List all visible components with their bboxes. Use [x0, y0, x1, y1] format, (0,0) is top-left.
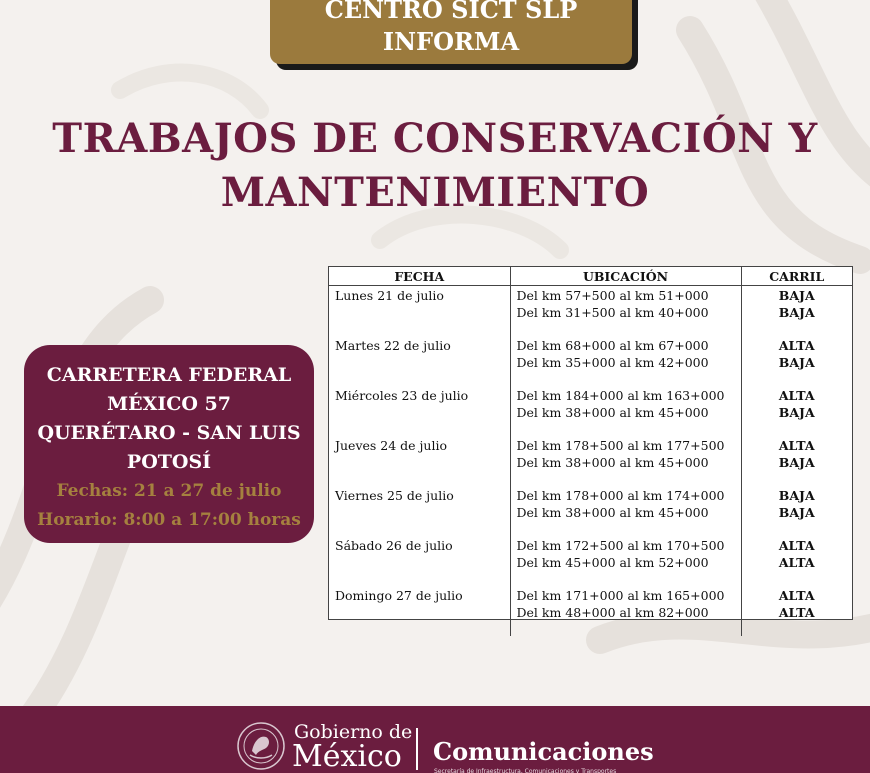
mexico-text: México	[292, 739, 402, 773]
table-row	[329, 336, 852, 386]
location-line: Del km 38+000 al km 45+000	[516, 454, 709, 470]
row-lanes	[741, 336, 852, 386]
banner-line-2: INFORMA	[382, 27, 520, 56]
table-row	[329, 486, 852, 536]
department-name: Comunicaciones	[433, 737, 654, 766]
row-date: Jueves 24 de julio	[329, 436, 510, 486]
lane-value: BAJA	[778, 504, 815, 520]
header-fecha: FECHA	[329, 267, 510, 286]
row-lanes	[741, 486, 852, 536]
national-seal-icon	[236, 721, 286, 771]
row-locations	[510, 536, 741, 586]
location-line: Del km 48+000 al km 82+000	[516, 604, 709, 620]
lane-value: ALTA	[778, 438, 815, 453]
title-line-2: MANTENIMIENTO	[220, 169, 650, 216]
footer-bar	[0, 706, 870, 773]
lane-value: BAJA	[778, 288, 815, 303]
road-line-1: CARRETERA FEDERAL	[46, 364, 292, 386]
road-info-card	[24, 345, 314, 543]
road-line-2: MÉXICO 57	[107, 393, 231, 415]
location-line: Del km 178+500 al km 177+500	[516, 438, 725, 453]
row-locations	[510, 286, 741, 337]
lane-value: ALTA	[778, 388, 815, 403]
row-locations	[510, 436, 741, 486]
row-locations	[510, 336, 741, 386]
header-ubicacion: UBICACIÓN	[510, 267, 741, 286]
informa-banner	[270, 0, 632, 64]
road-line-3: QUERÉTARO - SAN LUIS	[37, 422, 301, 444]
gobierno-de-text: Gobierno de	[294, 721, 413, 743]
row-date: Viernes 25 de julio	[329, 486, 510, 536]
road-line-4: POTOSÍ	[126, 451, 212, 473]
location-line: Del km 178+000 al km 174+000	[516, 488, 725, 503]
header-carril: CARRIL	[741, 267, 852, 286]
footer-divider	[416, 728, 418, 770]
schedule-table	[328, 266, 853, 620]
location-line: Del km 184+000 al km 163+000	[516, 388, 725, 403]
row-locations	[510, 486, 741, 536]
table-row	[329, 386, 852, 436]
row-locations	[510, 386, 741, 436]
location-line: Del km 171+000 al km 165+000	[516, 588, 725, 603]
row-lanes	[741, 536, 852, 586]
location-line: Del km 68+000 al km 67+000	[516, 338, 709, 353]
road-dates: Fechas: 21 a 27 de julio	[56, 481, 282, 501]
location-line: Del km 45+000 al km 52+000	[516, 554, 709, 570]
lane-value: ALTA	[778, 588, 815, 603]
location-line: Del km 57+500 al km 51+000	[516, 288, 709, 303]
schedule-header-row	[329, 267, 852, 286]
row-lanes	[741, 386, 852, 436]
row-date: Sábado 26 de julio	[329, 536, 510, 586]
row-date: Lunes 21 de julio	[329, 286, 510, 337]
lane-value: BAJA	[778, 454, 815, 470]
location-line: Del km 172+500 al km 170+500	[516, 538, 725, 553]
department-subtitle: Secretaría de Infraestructura, Comunicaciones y Transportes	[434, 768, 617, 773]
table-row	[329, 536, 852, 586]
location-line: Del km 31+500 al km 40+000	[516, 304, 709, 320]
row-date: Domingo 27 de julio	[329, 586, 510, 636]
location-line: Del km 38+000 al km 45+000	[516, 504, 709, 520]
page-title	[40, 112, 830, 220]
banner-line-1: CENTRO SICT SLP	[324, 0, 578, 24]
row-lanes	[741, 436, 852, 486]
row-locations	[510, 586, 741, 636]
table-row	[329, 436, 852, 486]
lane-value: ALTA	[778, 554, 815, 570]
lane-value: ALTA	[778, 338, 815, 353]
lane-value: ALTA	[778, 604, 815, 620]
schedule-grid	[329, 267, 852, 636]
lane-value: BAJA	[778, 404, 815, 420]
location-line: Del km 38+000 al km 45+000	[516, 404, 709, 420]
lane-value: BAJA	[778, 304, 815, 320]
table-row	[329, 286, 852, 337]
row-lanes	[741, 286, 852, 337]
lane-value: BAJA	[778, 488, 815, 503]
lane-value: BAJA	[778, 354, 815, 370]
lane-value: ALTA	[778, 538, 815, 553]
title-line-1: TRABAJOS DE CONSERVACIÓN Y	[52, 115, 818, 162]
row-lanes	[741, 586, 852, 636]
table-row	[329, 586, 852, 636]
road-hours: Horario: 8:00 a 17:00 horas	[37, 510, 301, 530]
row-date: Miércoles 23 de julio	[329, 386, 510, 436]
row-date: Martes 22 de julio	[329, 336, 510, 386]
location-line: Del km 35+000 al km 42+000	[516, 354, 709, 370]
